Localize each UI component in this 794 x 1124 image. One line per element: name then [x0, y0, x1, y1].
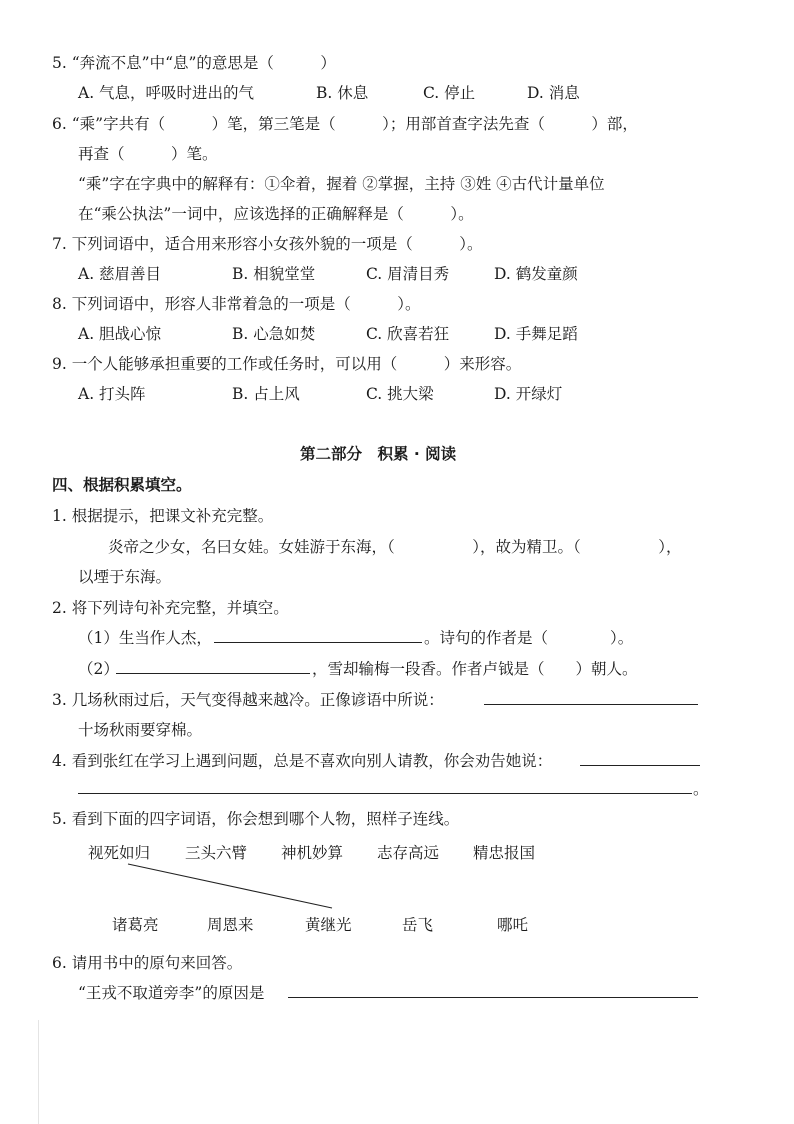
q9-option-c: C. 挑大梁 [366, 385, 434, 403]
s4-q2-poem-2-prefix: （2） [78, 660, 119, 678]
s4-q3-line-1: 3. 几场秋雨过后，天气变得越来越冷。正像谚语中所说： [52, 691, 444, 709]
q9-option-a: A. 打头阵 [78, 385, 146, 403]
page-fold-mark [38, 1020, 39, 1124]
s4-q2-stem: 2. 将下列诗句补充完整，并填空。 [52, 599, 289, 617]
q5-option-d: D. 消息 [527, 84, 580, 102]
s4-q4-line-1: 4. 看到张红在学习上遇到问题，总是不喜欢向别人请教，你会劝告她说： [52, 752, 553, 770]
q7-option-a: A. 慈眉善目 [78, 265, 162, 283]
q5-option-a: A. 气息，呼吸时进出的气 [78, 84, 255, 102]
s4-q1-line-2: 以堙于东海。 [78, 568, 172, 586]
q9-option-d: D. 开绿灯 [494, 385, 563, 403]
s4-q3-line-2: 十场秋雨要穿棉。 [78, 721, 203, 739]
phrase-item: 精忠报国 [473, 844, 536, 862]
q9-stem: 9. 一个人能够承担重要的工作或任务时，可以用（ ）来形容。 [52, 355, 522, 373]
q7-option-d: D. 鹤发童颜 [494, 265, 578, 283]
s4-q2-poem-2-suffix: ，雪却输梅一段香。作者卢钺是（ ）朝人。 [312, 660, 638, 678]
q8-option-c: C. 欣喜若狂 [366, 325, 450, 343]
s4-q5-stem: 5. 看到下面的四字词语，你会想到哪个人物，照样子连线。 [52, 810, 460, 828]
q5-stem: 5. “奔流不息”中“息”的意思是（ ） [52, 54, 336, 72]
phrase-item: 神机妙算 [281, 844, 344, 862]
s4-q6-answer-line[interactable] [288, 997, 698, 998]
q8-option-d: D. 手舞足蹈 [494, 325, 578, 343]
q8-option-a: A. 胆战心惊 [78, 325, 162, 343]
phrase-item: 视死如归 [88, 844, 151, 862]
s4-q1-stem: 1. 根据提示，把课文补充完整。 [52, 507, 274, 525]
q9-option-b: B. 占上风 [232, 385, 300, 403]
q5-option-c: C. 停止 [423, 84, 476, 102]
q5-option-b: B. 休息 [316, 84, 369, 102]
q7-option-c: C. 眉清目秀 [366, 265, 450, 283]
part-two-title: 第二部分 积累 · 阅读 [300, 445, 457, 463]
person-item: 哪吒 [497, 916, 529, 934]
phrase-item: 三头六臂 [185, 844, 248, 862]
s4-q1-line-1: 炎帝之少女，名曰女娃。女娃游于东海，（ ），故为精卫。（ ）， [108, 538, 682, 556]
q6-line-1: 6. “乘”字共有（ ）笔，第三笔是（ ）；用部首查字法先查（ ）部， [52, 115, 638, 133]
person-item: 岳飞 [402, 916, 434, 934]
s4-q6-stem: 6. 请用书中的原句来回答。 [52, 954, 243, 972]
q6-line-2: 再查（ ）笔。 [78, 145, 218, 163]
person-item: 诸葛亮 [112, 916, 159, 934]
person-item: 周恩来 [207, 916, 254, 934]
q7-option-b: B. 相貌堂堂 [232, 265, 316, 283]
s4-q2-poem-1-suffix: 。诗句的作者是（ ）。 [424, 629, 634, 647]
s4-q6-line-1: “王戎不取道旁李”的原因是 [78, 984, 265, 1002]
q6-line-4: 在“乘公执法”一词中，应该选择的正确解释是（ ）。 [78, 205, 474, 223]
s4-q4-end-mark: 。 [693, 780, 709, 798]
q8-stem: 8. 下列词语中，形容人非常着急的一项是（ ）。 [52, 295, 421, 313]
person-item: 黄继光 [305, 916, 352, 934]
q8-option-b: B. 心急如焚 [232, 325, 316, 343]
s4-q2-poem-1-prefix: （1）生当作人杰， [78, 629, 212, 647]
q7-stem: 7. 下列词语中，适合用来形容小女孩外貌的一项是（ ）。 [52, 235, 483, 253]
section-four-title: 四、根据积累填空。 [52, 476, 192, 494]
q6-line-3: “乘”字在字典中的解释有：①伞着，握着 ②掌握，主持 ③姓 ④古代计量单位 [78, 175, 605, 193]
phrase-item: 志存高远 [377, 844, 440, 862]
